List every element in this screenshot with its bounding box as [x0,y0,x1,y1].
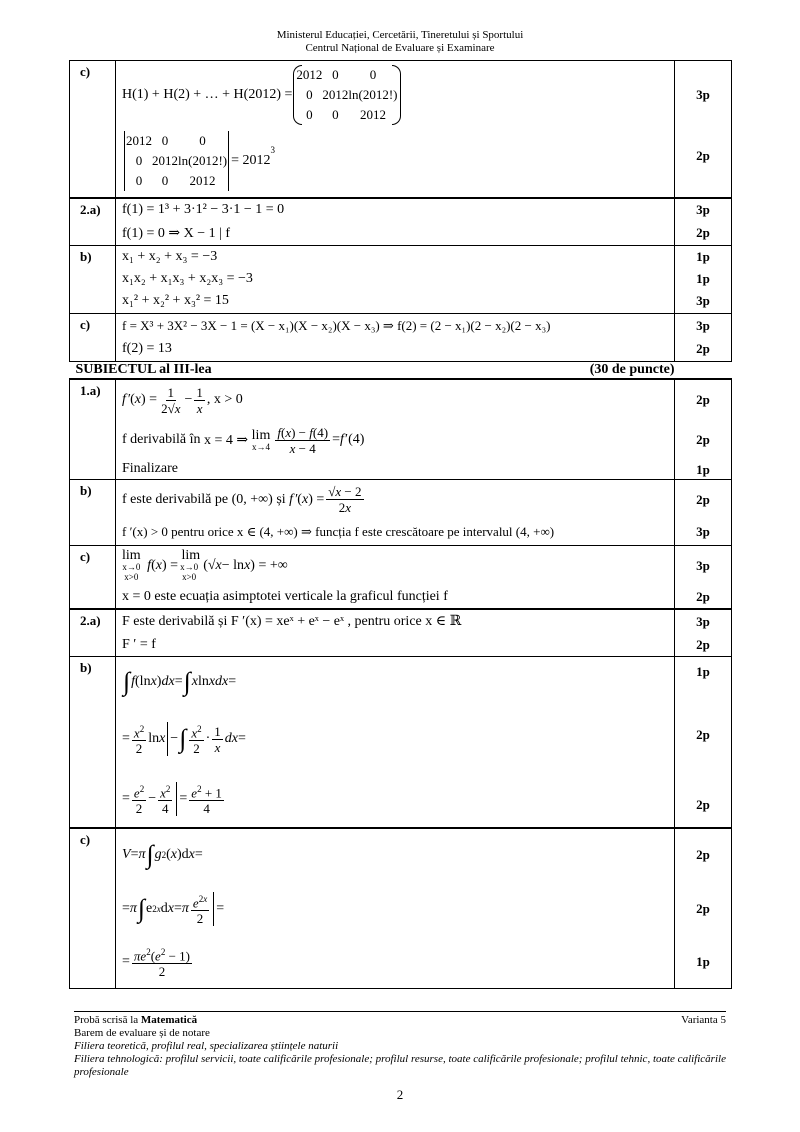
page-header [0,29,800,55]
derivative-line: f ′ ( x ) = $\frac{1}{2√x}$ − $\frac{1}{x}$ , x > 0 [122,384,243,416]
result-line: = $\frac{e^2}{2}$ − $\frac{x^2}{4}$ = $\frac{e^2 + 1}{4}$ [122,783,222,817]
solution-line: x₁x₂ + x₁x₃ + x₂x₃ = −3 [122,270,253,286]
finalize-line: Finalizare [122,461,178,476]
matrix-cell: 0 [199,133,206,148]
solution-line: f = X³ + 3X² − 3X − 1 = (X − x₁)(X − x₂)(X − x₃) ⇒ f(2) = (2 − x₁)(2 − x₂)(2 − x₃) [122,317,551,333]
row-3-1b [70,479,732,545]
item-label: c) [70,313,116,361]
points: 2p [696,148,710,163]
page-footer: Probă scrisă la Matematică Varianta 5 Barem de evaluare și de notare Filiera teoretică, profilul real, specializarea științele naturii Filiera tehnologică: profilul servicii, toate calificările profesionale; profilul resurse, toate calificările profesionale; profilul tehnic, toate calificările profesionale [74,1011,726,1079]
matrix-cell: 0 [161,133,169,148]
matrix-cell: 2012 [296,67,323,82]
points: 3p [696,292,710,308]
points: 3p [696,202,710,217]
item-label: b) [70,245,116,313]
points: 2p [696,392,710,407]
item-label: b) [70,657,116,829]
solution-line: x₁ + x₂ + x₃ = −3 [122,248,218,264]
points: 3p [696,87,710,102]
points: 2p [696,636,710,652]
row-3-2c [70,828,732,988]
matrix-cell: 0 [135,173,143,188]
variant-label: Varianta 5 [681,1014,726,1026]
matrix-cell: 0 [161,173,169,188]
item-label: 1.a) [70,379,116,479]
solution-line: f(2) = 13 [122,341,172,356]
points: 1p [696,462,710,477]
footer-line: Barem de evaluare și de notare [74,1027,210,1039]
points: 2p [696,901,710,916]
volume-result-line: = $\frac{\pi e^2(e^2 - 1)}{2}$ [122,946,190,980]
ministry-line: Ministerul Educației, Cercetării, Tineretului și Sportului [276,29,524,41]
points: 2p [696,225,710,240]
page-number: 2 [396,1087,404,1102]
row-2a [70,198,732,246]
section-header-row [70,361,732,379]
points: 2p [696,847,710,862]
item-label: c) [70,828,116,988]
points: 2p [696,432,710,447]
solution-line: x = 0 este ecuația asimptotei verticale la graficul funcției f [122,588,448,604]
points: 2p [696,341,710,356]
row-3-1a [70,379,732,479]
matrix-sum-line: H(1) + H(2) + … + H(2012) = 2012 0 0 0 2012 ln(2012!) 0 0 2012 [116,63,674,127]
determinant-line: 2012 0 0 0 2012 ln(2012!) 0 0 2012 = 2012 $^3$ [116,127,674,195]
grading-table [69,60,732,989]
integral-line: ∫ f (ln x ) dx = ∫ x ln x dx = [123,667,237,696]
points: 1p [696,664,710,679]
matrix-cell: 2012 [322,87,349,102]
points: 2p [696,491,710,507]
row-3-2b [70,657,732,829]
center-line: Centrul Național de Evaluare și Examinare [305,42,495,54]
section-points: (30 de puncte) [589,361,675,377]
section-title: SUBIECTUL al III-lea [75,361,212,377]
points: 1p [696,248,710,264]
volume-line: V = π ∫ g 2 ( x )d x = [122,840,203,869]
matrix-cell: 0 [306,107,313,122]
row-3-1c [70,545,732,609]
solution-line: x₁² + x₂² + x₃² = 15 [122,292,229,308]
matrix-cell: 2012 [359,107,386,122]
matrix-cell: 2012 [152,153,178,168]
points: 1p [696,954,710,969]
sum-matrix [296,65,397,125]
item-label: c) [70,61,116,198]
matrix-cell: 0 [332,67,339,82]
solution-line: f(1) = 1³ + 3·1² − 3·1 − 1 = 0 [122,202,285,217]
points: 1p [696,270,710,286]
derivative-line: f este derivabilă pe (0, +∞) și f ′ ( x ) = $\frac{√x - 2}{2x}$ [122,484,362,515]
points: 3p [696,557,710,573]
points: 2p [696,588,710,604]
matrix-cell: 2012 [189,173,216,188]
footer-line: Filiera tehnologică: profilul servicii, toate calificările profesionale; profilul resurse, toate calificările profesionale; profilul tehnic, toate calificările profesionale [74,1053,726,1078]
matrix-cell: 0 [332,107,339,122]
determinant [126,131,227,191]
solution-line: f ′(x) > 0 pentru orice x ∈ (4, +∞) ⇒ funcția f este crescătoare pe intervalul (4, +∞) [122,523,555,539]
points: 3p [696,613,710,629]
item-label: b) [70,479,116,545]
matrix-cell: 0 [369,67,377,82]
item-label: 2.a) [70,609,116,657]
matrix-cell: 2012 [126,133,152,148]
solution-line: F ′ = f [122,636,156,652]
solution-line: F este derivabilă și F ′(x) = xeˣ + eˣ − eˣ , pentru orice x ∈ ℝ [122,614,462,629]
row-2c [70,313,732,361]
limit-line: f derivabilă în x = 4 ⇒ lim x→4 $\frac{f(x) - f(4)}{x - 4}$ = f ′(4) [122,424,365,456]
matrix-cell: ln(2012!) [348,87,398,102]
points: 2p [696,727,710,742]
footer-line: Filiera teoretică, profilul real, specializarea științele naturii [74,1040,339,1052]
integration-by-parts-line: = $\frac{x^2}{2}$ ln x − ∫ $\frac{x^2}{2}$ · $\frac{1}{x}$ dx = [122,723,246,757]
item-label: 2.a) [70,198,116,246]
points: 3p [696,523,710,539]
row-1c [70,61,732,198]
item-label: c) [70,545,116,609]
points: 3p [696,317,710,333]
subject-name: Matematică [140,1014,198,1026]
solution-line: f(1) = 0 ⇒ X − 1 | f [122,225,231,241]
matrix-cell: 0 [135,153,143,168]
row-2b [70,245,732,313]
row-3-2a [70,609,732,657]
points: 2p [696,797,710,812]
limit-line: lim x→0 x>0 f ( x ) = lim x→0 x>0 (√ x − ln x ) = +∞ [122,548,288,582]
volume-integral-line: = π ∫ e 2x d x = π $\frac{e^{2x}}{2}$ = [122,893,225,927]
matrix-cell: 0 [306,87,313,102]
matrix-cell: ln(2012!) [178,153,228,168]
